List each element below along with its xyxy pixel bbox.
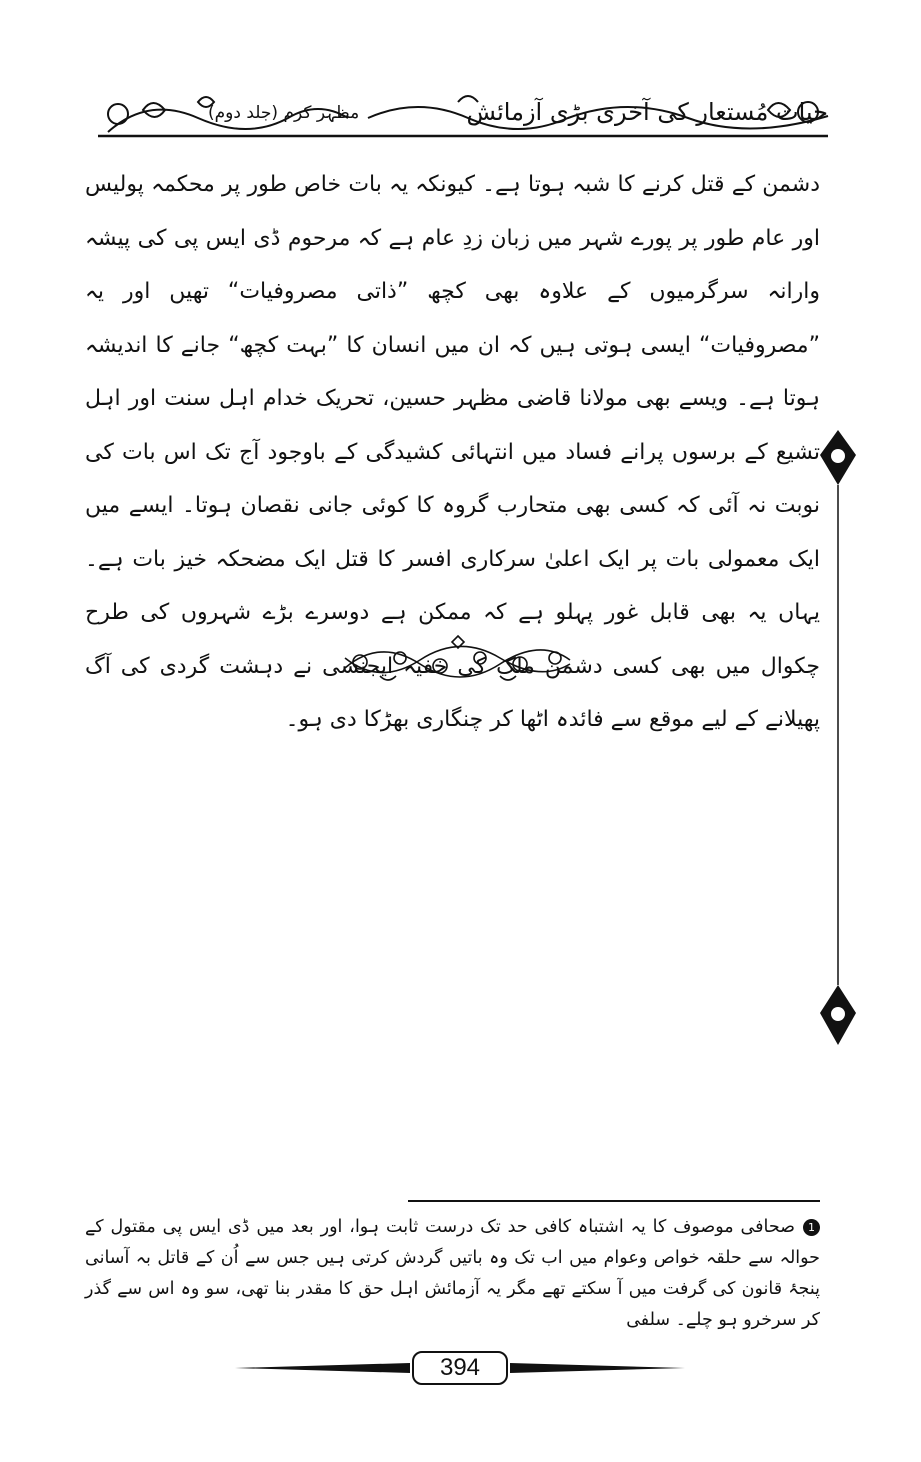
running-header xyxy=(88,88,838,146)
body-paragraph: دشمن کے قتل کرنے کا شبہ ہوتا ہے۔ کیونکہ یہ بات خاص طور پر محکمہ پولیس اور عام طور پر پورے شہر میں زبان زدِ عام ہے کہ مرحوم ڈی ایس پی کی پیشہ وارانہ سرگرمیوں کے علاوہ بھی کچھ ”ذاتی مصروفیات“ تھیں اور یہ ”مصروفیات“ ایسی ہوتی ہیں کہ ان میں انسان کا ”بہت کچھ“ جانے کا اندیشہ ہوتا ہے۔ ویسے بھی مولانا قاضی مظہر حسین، تحریک خدام اہل سنت اور اہل تشیع کے برسوں پرانے فساد میں انتہائی کشیدگی کے باوجود آج تک اس بات کی نوبت نہ آئی کہ کسی بھی متحارب گروہ کا کوئی جانی نقصان ہوتا۔ ایسے میں ایک معمولی بات پر ایک اعلیٰ سرکاری افسر کا قتل ایک مضحکہ خیز بات ہے۔ یہاں یہ بھی قابل غور پہلو ہے کہ ممکن ہے دوسرے بڑے شہروں کی طرح چکوال میں بھی کسی دشمن ملک کی خفیہ ایجنسی نے دہشت گردی کی آگ پھیلانے کے لیے موقع سے فائدہ اٹھا کر چنگاری بھڑکا دی ہو۔ xyxy=(85,172,820,732)
floral-divider-ornament xyxy=(340,628,575,690)
book-title: مظہر کرم (جلد دوم) xyxy=(208,103,360,123)
page-number-area xyxy=(235,1346,685,1390)
footnote-marker: 1 xyxy=(803,1219,820,1236)
chapter-title: حیات مُستعار کی آخری بڑی آزمائش xyxy=(466,98,828,126)
footnote-separator xyxy=(408,1200,820,1202)
margin-ornament xyxy=(808,425,868,1055)
page-number: 394 xyxy=(439,1354,481,1381)
footnote xyxy=(85,1212,820,1336)
footnote-text: صحافی موصوف کا یہ اشتباہ کافی حد تک درست ثابت ہوا، اور بعد میں ڈی ایس پی مقتول کے حوالہ سے حلقہ خواص وعوام میں اب تک وہ باتیں گردش کرتی ہیں جس سے اُن کے قاتل بہ آسانی پنجۂ قانون کی گرفت میں آ سکتے تھے مگر یہ آزمائش اہل حق کا مقدر بنا تھی، سو وہ اس سے گذر کر سرخرو ہو چلے۔ سلفی xyxy=(85,1217,820,1330)
